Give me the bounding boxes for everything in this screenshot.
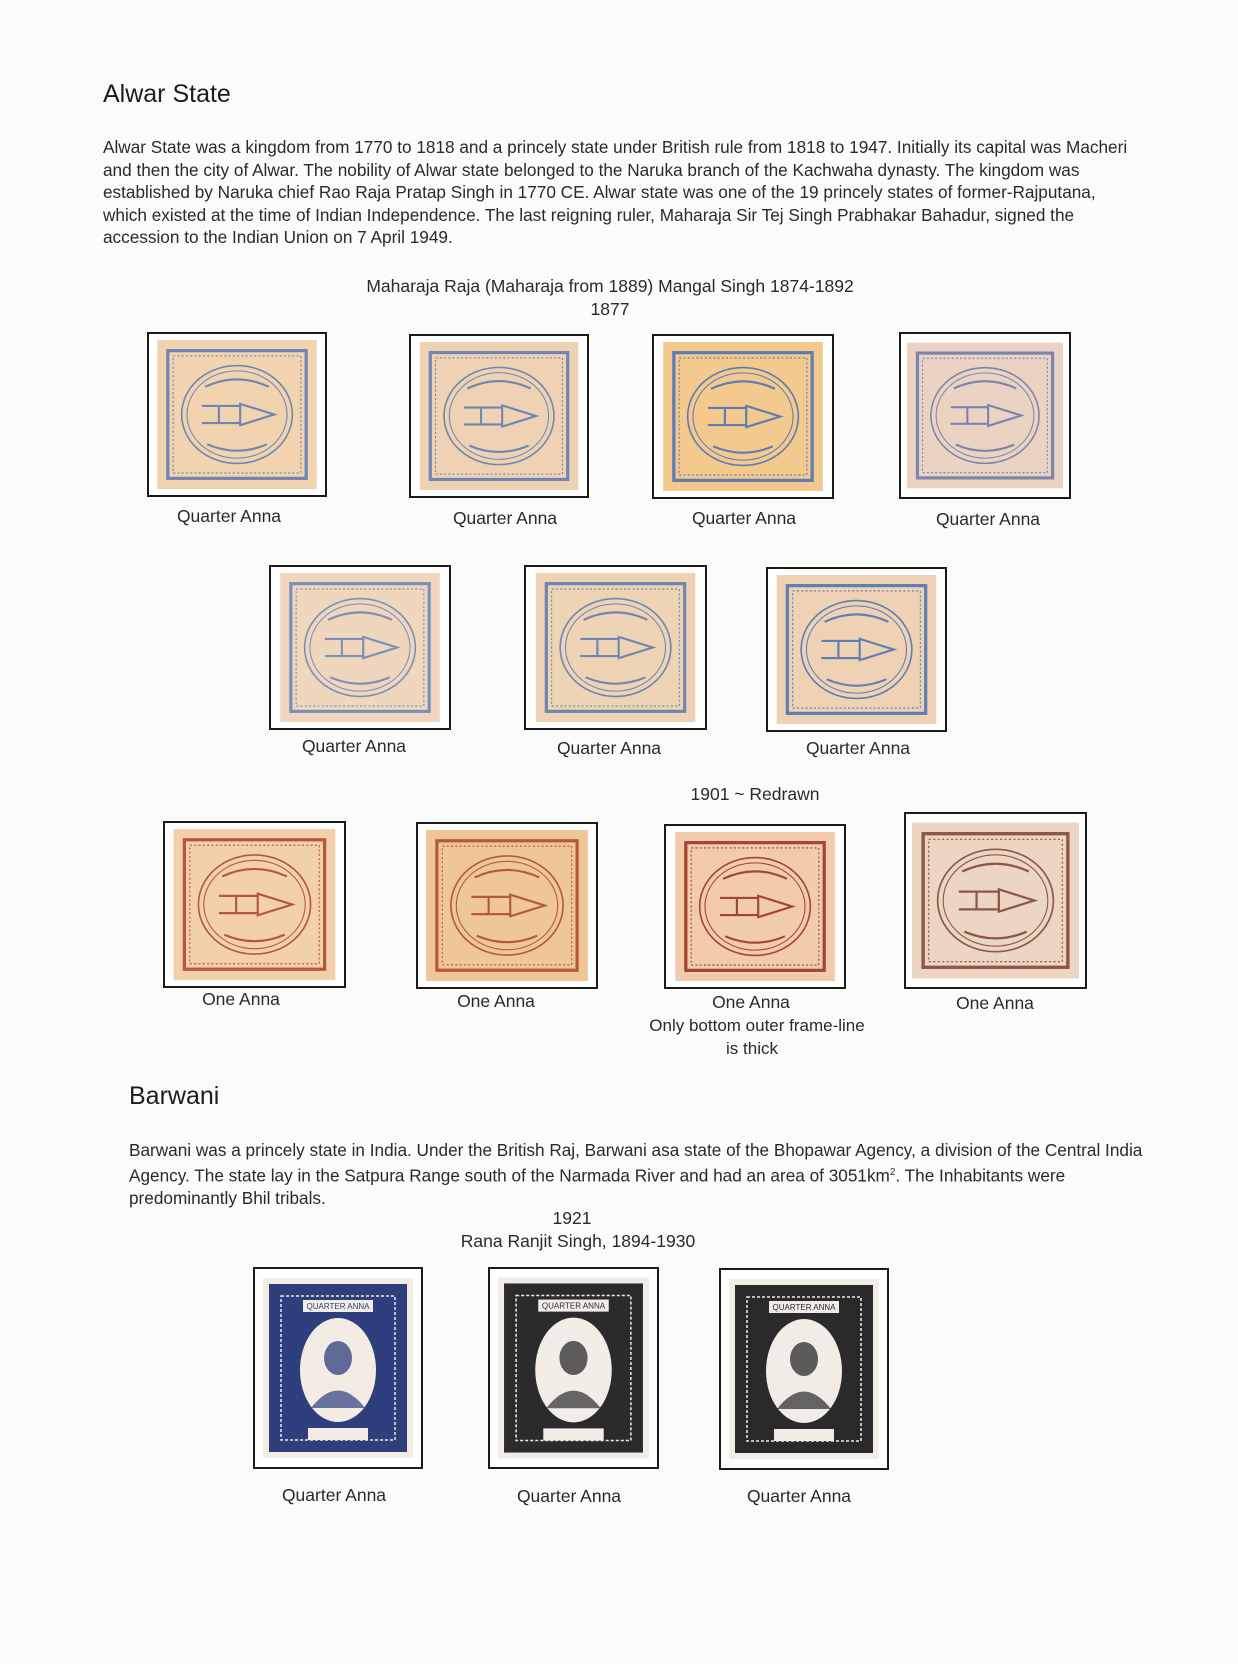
stamp-label: One Anna [956, 993, 1034, 1013]
stamp-artwork [774, 575, 939, 724]
stamp-note-line2: is thick [726, 1039, 778, 1058]
stamp-alwar-8 [163, 821, 346, 988]
stamp-alwar-1 [147, 332, 327, 497]
stamp-artwork [171, 829, 338, 980]
svg-text:QUARTER ANNA: QUARTER ANNA [772, 1303, 836, 1312]
stamp-label: Quarter Anna [301, 736, 407, 756]
alwar-heading: Alwar State [103, 80, 231, 108]
stamp-artwork [498, 1277, 649, 1459]
stamp-note-line1: Only bottom outer frame-line [649, 1016, 865, 1035]
stamp-alwar-9 [416, 822, 598, 989]
barwani-description-main: Barwani was a princely state in India. Under the British Raj, Barwani asa state of the Bhopawar Agency, a division of the Central India Agency. The state lay in the Satpura Range south of the Narmada River and had an area of 3051km [129, 1140, 1143, 1186]
stamp-artwork [155, 340, 319, 489]
barwani-heading: Barwani [129, 1082, 220, 1110]
stamp-label: Quarter Anna [746, 1486, 852, 1506]
barwani-year-caption: 1921 [552, 1208, 592, 1228]
alwar-year-caption: 1877 [590, 299, 630, 319]
stamp-alwar-3 [652, 334, 834, 499]
stamp-artwork [277, 573, 443, 722]
stamp-artwork [912, 820, 1079, 981]
svg-text:QUARTER ANNA: QUARTER ANNA [541, 1301, 606, 1311]
stamp-label: One Anna [202, 989, 280, 1009]
stamp-alwar-5 [269, 565, 451, 730]
stamp-alwar-2 [409, 334, 589, 498]
stamp-artwork [660, 342, 826, 491]
stamp-alwar-7 [766, 567, 947, 732]
stamp-alwar-11 [904, 812, 1087, 989]
barwani-description [129, 1139, 1149, 1209]
stamp-label: Quarter Anna [556, 738, 662, 758]
stamp-barwani-3 [719, 1268, 889, 1470]
stamp-artwork [424, 830, 590, 981]
stamp-alwar-6 [524, 565, 707, 730]
stamp-label: One Anna [712, 992, 790, 1012]
stamp-barwani-2 [488, 1267, 659, 1469]
stamp-label: Quarter Anna [935, 509, 1041, 529]
alwar-description: Alwar State was a kingdom from 1770 to 1818 and a princely state under British rule from 1818 to 1947. Initially its capital was Macheri and then the city of Alwar. The nobility of Alwar state belonged to the Naruka branch of the Kachwaha dynasty. The kingdom was established by Naruka chief Rao Raja Pratap Singh in 1770 CE. Alwar state was one of the 19 princely states of former-Rajputana, which existed at the time of Indian Independence. The last reigning ruler, Maharaja Sir Tej Singh Prabhakar Bahadur, signed the accession to the Indian Union on 7 April 1949. [103, 137, 1128, 247]
stamp-alwar-10 [664, 824, 846, 989]
alwar-ruler-caption: Maharaja Raja (Maharaja from 1889) Mangal Singh 1874-1892 [366, 276, 854, 296]
barwani-ruler-caption: Rana Ranjit Singh, 1894-1930 [460, 1231, 696, 1251]
stamp-label: Quarter Anna [805, 738, 911, 758]
stamp-label: Quarter Anna [452, 508, 558, 528]
barwani-description-sup: 2 [889, 1166, 896, 1178]
redrawn-caption: 1901 ~ Redrawn [690, 784, 820, 804]
stamp-label: Quarter Anna [176, 506, 282, 526]
stamp-barwani-1 [253, 1267, 423, 1469]
stamp-artwork [729, 1278, 879, 1460]
svg-text:QUARTER ANNA: QUARTER ANNA [306, 1302, 370, 1311]
stamp-artwork [907, 340, 1063, 491]
stamp-label: Quarter Anna [516, 1486, 622, 1506]
stamp-artwork [672, 832, 838, 981]
stamp-alwar-4 [899, 332, 1071, 499]
stamp-label: Quarter Anna [691, 508, 797, 528]
stamp-artwork [417, 342, 581, 490]
barwani-description-tail: . The Inhabitants were predominantly Bhil tribals. [129, 1165, 1066, 1208]
stamp-label: One Anna [457, 991, 535, 1011]
stamp-artwork [532, 573, 699, 722]
stamp-label: Quarter Anna [281, 1485, 387, 1505]
stamp-artwork [263, 1277, 413, 1459]
